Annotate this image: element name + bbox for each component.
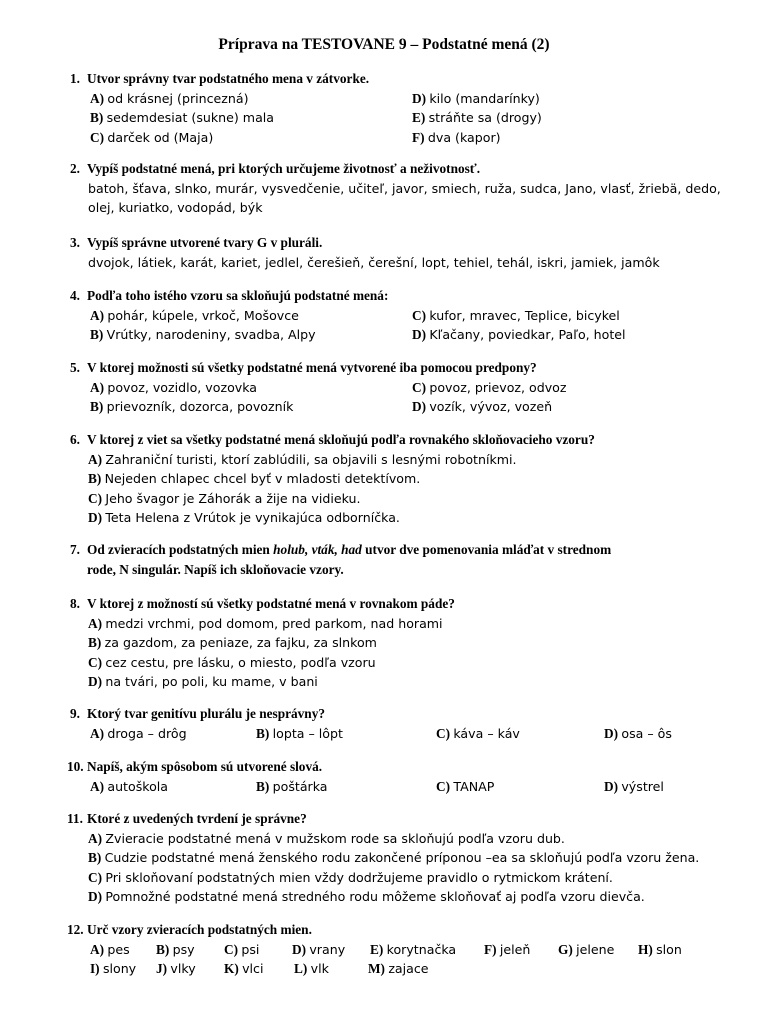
options-row	[70, 724, 730, 744]
option-a: A) pes	[90, 941, 130, 957]
option-d: D) Teta Helena z Vrútok je vynikajúca odborníčka.	[88, 510, 400, 525]
option-b: B) za gazdom, za peniaze, za fajku, za slnkom	[88, 635, 377, 650]
question-5-heading: 5. V ktorej možnosti sú všetky podstatné mená vytvorené iba pomocou predpony?	[70, 360, 537, 375]
question-3	[70, 233, 730, 272]
question-7	[70, 540, 730, 579]
option-a: A) autoškola	[90, 778, 169, 794]
options-row	[70, 777, 730, 797]
option-g: G) jelene	[558, 941, 615, 957]
question-4	[70, 286, 730, 345]
option-c: C) darček od (Maja)	[90, 129, 214, 145]
option-a: A) droga – drôg	[90, 725, 187, 741]
option-b: B) lopta – lôpt	[256, 725, 343, 741]
option-d: D) Pomnožné podstatné mená stredného rodu môžeme skloňovať aj podľa vzoru dievča.	[88, 889, 645, 904]
question-4-heading: 4. Podľa toho istého vzoru sa skloňujú podstatné mená:	[70, 288, 389, 303]
question-2-heading: 2. Vypíš podstatné mená, pri ktorých určujeme životnosť a neživotnosť.	[70, 161, 481, 176]
option-b: B) sedemdesiat (sukne) mala	[90, 110, 275, 125]
question-number: 1.	[70, 71, 80, 86]
option-b: B) Vrútky, narodeniny, svadba, Alpy	[90, 327, 316, 342]
option-a: A) pohár, kúpele, vrkoč, Mošovce	[90, 307, 299, 323]
options-row	[70, 306, 730, 326]
option-a: A) medzi vrchmi, pod domom, pred parkom, nad horami	[88, 615, 443, 631]
option-c: C) Jeho švagor je Záhorák a žije na vidieku.	[88, 490, 361, 506]
option-d: D) vozík, vývoz, vozeň	[412, 399, 553, 414]
option-j: J) vlky	[156, 961, 196, 976]
question-1-heading	[70, 69, 730, 89]
option-b: B) poštárka	[256, 778, 328, 794]
option-b: B) psy	[156, 941, 195, 957]
options-row	[70, 128, 730, 148]
option-d: D) kilo (mandarínky)	[412, 90, 540, 106]
option-f: F) jeleň	[484, 941, 531, 957]
option-a: A) Zvieracie podstatné mená v mužskom rode sa skloňujú podľa vzoru dub.	[88, 830, 565, 846]
question-11-heading: 11. Ktoré z uvedených tvrdení je správne?	[67, 811, 307, 826]
question-7-heading: 7. Od zvieracích podstatných mien holub, vták, had utvor dve pomenovania mláďat v strednom rode, N singulár. Napíš ich skloňovacie vzory.	[70, 542, 612, 577]
option-a: A) povoz, vozidlo, vozovka	[90, 379, 258, 395]
option-c: C) Pri skloňovaní podstatných mien vždy dodržujeme pravidlo o rytmickom krátení.	[88, 869, 613, 885]
question-10-heading: 10. Napíš, akým spôsobom sú utvorené slová.	[67, 759, 323, 774]
option-d: D) osa – ôs	[604, 725, 672, 741]
question-9-heading: 9. Ktorý tvar genitívu plurálu je nesprávny?	[70, 706, 325, 721]
question-6-heading: 6. V ktorej z viet sa všetky podstatné mená skloňujú podľa rovnakého skloňovacieho vzoru?	[70, 432, 595, 447]
question-2	[70, 159, 730, 218]
options-row	[70, 959, 730, 979]
option-b: B) Cudzie podstatné mená ženského rodu zakončené príponou –ea sa skloňujú podľa vzoru žena.	[88, 850, 700, 865]
question-6	[70, 430, 730, 528]
options-row	[70, 940, 730, 960]
options-row	[70, 89, 730, 109]
option-d: D) vrany	[292, 941, 346, 957]
options-row	[70, 325, 730, 345]
options-row	[70, 378, 730, 398]
question-11	[67, 809, 730, 907]
question-5	[70, 358, 730, 417]
option-f: F) dva (kapor)	[412, 129, 501, 145]
option-e: E) stráňte sa (drogy)	[412, 110, 542, 125]
question-1	[70, 69, 730, 147]
option-c: C) kufor, mravec, Teplice, bicykel	[412, 307, 620, 323]
option-b: B) prievozník, dozorca, povozník	[90, 399, 294, 414]
option-a: A) Zahraniční turisti, ktorí zablúdili, sa objavili s lesnými robotníkmi.	[88, 451, 517, 467]
word-list-line-1: batoh, šťava, slnko, murár, vysvedčenie, učiteľ, javor, smiech, ruža, sudca, Jano, vlasť, žriebä, dedo,	[88, 180, 721, 196]
option-a: A) od krásnej (princezná)	[90, 90, 249, 106]
question-9	[70, 704, 730, 743]
option-i: I) slony	[90, 961, 137, 976]
option-m: M) zajace	[368, 961, 429, 976]
option-c: C) TANAP	[436, 778, 495, 794]
option-d: D) na tvári, po poli, ku mame, v bani	[88, 674, 318, 689]
option-l: L) vlk	[294, 961, 329, 976]
option-c: C) káva – káv	[436, 725, 520, 741]
page-title: Príprava na TESTOVANE 9 – Podstatné mená (2)	[218, 36, 550, 53]
option-c: C) cez cestu, pre lásku, o miesto, podľa vzoru	[88, 654, 376, 670]
question-8-heading: 8. V ktorej z možností sú všetky podstatné mená v rovnakom páde?	[70, 596, 455, 611]
question-12	[67, 920, 730, 979]
option-e: E) korytnačka	[370, 941, 457, 957]
question-10	[67, 757, 730, 796]
option-c: C) povoz, prievoz, odvoz	[412, 379, 567, 395]
question-12-heading: 12. Urč vzory zvieracích podstatných mien.	[67, 922, 312, 937]
option-k: K) vlci	[224, 961, 264, 976]
option-h: H) slon	[638, 941, 682, 957]
word-list-line-1: dvojok, látiek, karát, kariet, jedlel, čerešieň, čerešní, lopt, tehiel, tehál, iskri, jamiek, jamôk	[88, 254, 660, 270]
options-row	[70, 108, 730, 128]
option-d: D) výstrel	[604, 778, 664, 794]
question-text: Utvor správny tvar podstatného mena v zátvorke.	[87, 71, 370, 86]
animal-words: holub, vták, had	[273, 542, 362, 557]
word-list-line-2: olej, kuriatko, vodopád, býk	[88, 200, 263, 215]
option-b: B) Nejeden chlapec chcel byť v mladosti detektívom.	[88, 471, 421, 486]
question-8	[70, 594, 730, 692]
option-d: D) Kľačany, poviedkar, Paľo, hotel	[412, 327, 626, 342]
option-c: C) psi	[224, 941, 260, 957]
options-row	[70, 397, 730, 417]
question-3-heading: 3. Vypíš správne utvorené tvary G v pluráli.	[70, 235, 323, 250]
